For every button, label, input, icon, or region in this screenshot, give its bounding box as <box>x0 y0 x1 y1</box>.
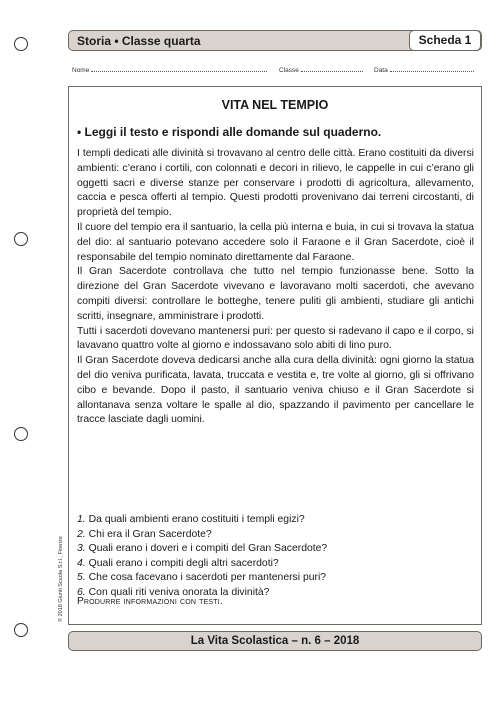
question-text: Con quali riti veniva onorata la divinità? <box>88 586 270 598</box>
date-line <box>390 66 474 72</box>
date-field <box>374 66 474 74</box>
footer-bar: La Vita Scolastica – n. 6 – 2018 <box>68 631 482 651</box>
paragraph: I templi dedicati alle divinità si trovavano al centro delle città. Erano costituiti da diversi ambienti: c’erano i cortili, con colonnati e decori in rilievo, le cappelle in cui c’erano gli oggetti sacri e diverse stanze per conservare i prodotti di agricoltura, allevamento, caccia e pesca offerti al tempio. Questi prodotti provenivano dai terreni circostanti, di proprietà del tempio. <box>77 148 474 219</box>
header-bar <box>68 30 482 51</box>
instruction: • Leggi il testo e rispondi alle domande sul quaderno. <box>77 125 382 139</box>
question-text: Da quali ambienti erano costituiti i templi egizi? <box>88 514 305 525</box>
question-number: 6. <box>77 586 86 598</box>
class-label: Classe <box>279 67 299 74</box>
question-text: Quali erano i doveri e i compiti del Gran Sacerdote? <box>88 543 328 555</box>
question-item <box>77 513 474 528</box>
question-number: 4. <box>77 557 86 569</box>
scheda-label: Scheda 1 <box>409 30 481 51</box>
paragraph: Tutti i sacerdoti dovevano mantenersi puri: per questo si radevano il capo e il corpo, si lavavano quattro volte al giorno e indossavano solo abiti di lino puro. <box>77 325 474 352</box>
name-label: Nome <box>72 67 90 74</box>
skill-footnote: Produrre informazioni con testi. <box>77 596 223 607</box>
paragraph: Il Gran Sacerdote doveva dedicarsi anche alla cura della divinità: ogni giorno la statua del dio veniva purificata, lavata, truccata e vestita e, tre volte al giorno, gli si offrivano cibo e bevande. Dopo il pasto, il santuario veniva chiuso e il Gran Sacerdote si allontanava senza voltare le spalle al dio, spazzando il pavimento per cancellare le tracce lasciate dagli uomini. <box>77 355 474 426</box>
name-field <box>72 66 267 74</box>
binder-hole-lower-middle <box>14 427 28 441</box>
question-item <box>77 557 474 572</box>
paragraph: Il cuore del tempio era il santuario, la cella più interna e buia, in cui si trovava la statua del dio: al santuario potevano accedere solo il Faraone e il Gran Sacerdote, cioè il responsabile del tempio nominato direttamente dal Faraone. <box>77 221 474 263</box>
class-line <box>301 66 363 72</box>
class-field <box>279 66 363 74</box>
binder-hole-top <box>14 37 28 51</box>
name-line <box>91 66 267 72</box>
question-item <box>77 542 474 557</box>
worksheet-title: VITA NEL TEMPIO <box>221 98 329 112</box>
question-number: 5. <box>77 572 86 584</box>
question-text: Quali erano i compiti degli altri sacerdoti? <box>88 557 279 569</box>
subject-label: Storia • Classe quarta <box>77 34 201 48</box>
reading-text <box>77 147 474 428</box>
question-list <box>77 513 474 601</box>
question-number: 2. <box>77 528 86 540</box>
question-text: Chi era il Gran Sacerdote? <box>88 528 212 540</box>
question-number: 1. <box>77 514 86 525</box>
question-item <box>77 528 474 543</box>
paragraph: Il Gran Sacerdote controllava che tutto nel tempio funzionasse bene. Sotto la direzione del Gran Sacerdote vivevano e lavoravano molti sacerdoti, che avevano compiti diversi: controllare le botteghe, tenere puliti gli ambienti, studiare gli antichi scritti, insegnare, amministrare i prodotti. <box>77 266 474 322</box>
question-text: Che cosa facevano i sacerdoti per mantenersi puri? <box>88 572 327 584</box>
binder-hole-upper-middle <box>14 232 28 246</box>
question-number: 3. <box>77 543 86 555</box>
copyright-note: © 2018 Giunti Scuola S.r.l., Firenze <box>58 536 64 622</box>
worksheet-box <box>68 86 482 625</box>
question-item <box>77 571 474 586</box>
binder-hole-bottom <box>14 623 28 637</box>
date-label: Data <box>374 67 388 74</box>
